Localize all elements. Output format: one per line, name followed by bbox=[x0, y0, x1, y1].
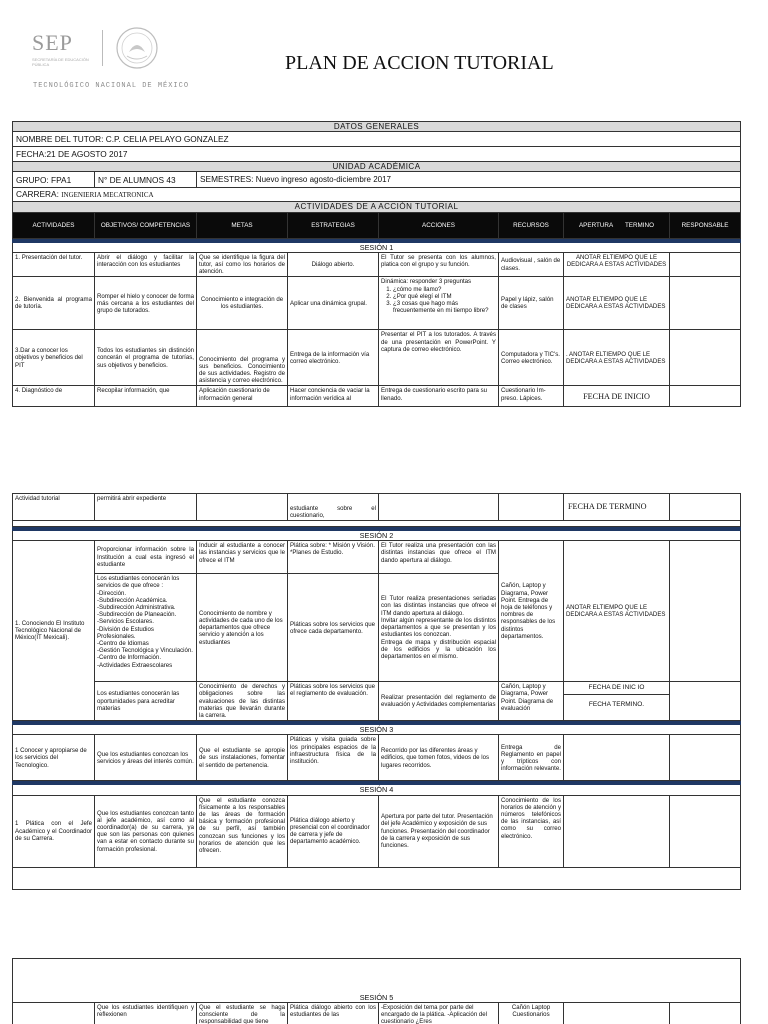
strategy-cell: Aplicar una dinámica grupal. bbox=[288, 277, 379, 330]
sep-logo-text: SEP bbox=[32, 30, 73, 55]
objective-cell: Romper el hielo y conocer de forma más cercana a los estudiantes del grupo de tutorados. bbox=[95, 277, 197, 330]
table-row bbox=[13, 541, 741, 574]
carrera-row bbox=[13, 188, 741, 202]
schedule-cell bbox=[564, 795, 670, 867]
table-row bbox=[13, 386, 741, 407]
schedule-cell bbox=[564, 735, 670, 781]
action-text: Invitar algún representante de los distintos departamentos a que se presentan y los estudiantes los conozcan. bbox=[381, 616, 496, 639]
fecha-row bbox=[13, 147, 741, 162]
session-4-row bbox=[13, 785, 741, 795]
resource-cell: Entrega de Reglamento en papel y trípticos con información relevante. bbox=[499, 735, 564, 781]
list-item: -División de Estudios Profesionales. bbox=[97, 625, 154, 640]
objective-cell: Proporcionar información sobre la Institución a cual esta ingresó el estudiante bbox=[95, 541, 197, 574]
table-row bbox=[13, 494, 741, 521]
activity-cell bbox=[13, 1003, 95, 1024]
action-cell: -Exposición del tema por parte del encargado de la plática. -Aplicación del cuestionario ¿Eres bbox=[379, 1003, 499, 1024]
action-cell bbox=[379, 277, 499, 330]
responsible-cell bbox=[670, 277, 741, 330]
fecha-label: FECHA: bbox=[16, 149, 47, 160]
tutor-value: C.P. CELIA PELAYO GONZALEZ bbox=[105, 134, 229, 145]
alumnos-value: 43 bbox=[166, 174, 176, 185]
semestres-value: Nuevo ingreso agosto-diciembre 2017 bbox=[255, 175, 391, 185]
list-item: -Centro de Información. bbox=[97, 654, 162, 662]
alumnos-cell bbox=[95, 172, 197, 188]
goal-cell: Conocimiento e integración de los estudiantes. bbox=[197, 277, 288, 330]
table-row bbox=[13, 735, 741, 781]
strategy-cell: Plática sobre: * Misión y Visión. *Planes de Estudio. bbox=[288, 541, 379, 574]
strategy-cell: Plática diálogo abierto con los estudiantes de las bbox=[288, 1003, 379, 1024]
list-item: -Subdirección Administrativa. bbox=[97, 604, 176, 612]
action-cell bbox=[379, 574, 499, 682]
carrera-cell bbox=[13, 188, 741, 202]
list-item: -Subdirección Académica. bbox=[97, 596, 168, 604]
goal-cell: Conocimiento de nombre y actividades de cada uno de los departamentos que ofrece servicio y atención a los estudiantes bbox=[197, 574, 288, 682]
resource-cell: Cañón, Laptop y Diagrama, Power Point. Entrega de hoja de teléfonos y nombres de responsables de los distintos departamentos. bbox=[499, 541, 564, 682]
col-apertura-termino bbox=[564, 212, 670, 238]
responsible-cell bbox=[670, 795, 741, 867]
resource-cell: Papel y lápiz, salón de clases bbox=[499, 277, 564, 330]
sep-logo bbox=[20, 24, 170, 74]
list-item: 2. ¿Por qué elegí el ITM bbox=[393, 293, 496, 300]
activity-cell: 1 Plática con el Jefe Académico y el Coordinador de su Carrera. bbox=[13, 795, 95, 867]
objective-cell: permitirá abrir expediente bbox=[95, 494, 197, 521]
session-3-row bbox=[13, 725, 741, 735]
col-termino: TERMINO bbox=[624, 221, 654, 229]
responsible-cell bbox=[670, 494, 741, 521]
strategy-cell: Pláticas sobre los servicios que ofrece cada departamento. bbox=[288, 574, 379, 682]
fecha-value: 21 DE AGOSTO 2017 bbox=[46, 149, 128, 160]
col-recursos: RECURSOS bbox=[499, 212, 564, 238]
sep-logo-subtitle: SECRETARÍA DE EDUCACIÓN PÚBLICA bbox=[32, 57, 89, 67]
responsible-cell bbox=[670, 1003, 741, 1024]
col-actividades: ACTIVIDADES bbox=[13, 212, 95, 238]
objective-cell: Recopilar información, que bbox=[95, 386, 197, 407]
col-acciones: ACCIONES bbox=[379, 212, 499, 238]
datos-generales-heading: DATOS GENERALES bbox=[13, 122, 741, 132]
action-cell: Realizar presentación del reglamento de evaluación y Actividades complementarias bbox=[379, 682, 499, 721]
grupo-cell bbox=[13, 172, 95, 188]
unidad-heading: UNIDAD ACADÉMICA bbox=[13, 162, 741, 172]
list-item: -Gestión Tecnológica y Vinculación. bbox=[97, 647, 193, 655]
list-item: -Centro de Idiomas bbox=[97, 640, 149, 648]
resource-cell: Cañón Laptop Cuestionarios bbox=[499, 1003, 564, 1024]
list-item: 1. ¿cómo me llamo? bbox=[393, 286, 496, 293]
grupo-label: GRUPO: bbox=[16, 174, 49, 185]
resource-cell: Cuestionario Im-preso. Lápices. bbox=[499, 386, 564, 407]
table-row bbox=[13, 867, 741, 889]
resource-cell bbox=[499, 494, 564, 521]
session-4-label: SESIÓN 4 bbox=[13, 785, 741, 795]
strategy-cell: estudiante sobre el cuestionario, bbox=[288, 494, 379, 521]
goal-cell: Que el estudiante se apropie de sus instalaciones, fomentar el sentido de pertenencia. bbox=[197, 735, 288, 781]
strategy-cell: Hacer conciencia de vaciar la información verídica al bbox=[288, 386, 379, 407]
table-row bbox=[13, 1003, 741, 1024]
carrera-value: INGENIERIA MECATRONICA bbox=[61, 191, 154, 200]
session-1-row bbox=[13, 242, 741, 252]
schedule-cell bbox=[564, 1003, 670, 1024]
action-cell: Entrega de cuestionario escrito para su llenado. bbox=[379, 386, 499, 407]
goal-cell: Aplicación cuestionario de información general bbox=[197, 386, 288, 407]
strategy-cell: Pláticas sobre los servicios que el reglamento de evaluación. bbox=[288, 682, 379, 721]
end-date-cell: FECHA DE TERMINO bbox=[564, 494, 670, 521]
goal-cell: Que el estudiante se haga consciente de la responsabilidad que tiene bbox=[197, 1003, 288, 1024]
table-row bbox=[13, 795, 741, 867]
column-header-row bbox=[13, 212, 741, 238]
schedule-cell: ANOTAR ELTIEMPO QUE LE DEDICARA A ESTAS ACTIVIDADES bbox=[564, 277, 670, 330]
services-intro: Los estudiantes conocerán los servicios de que ofrece : bbox=[97, 575, 180, 590]
responsible-cell bbox=[670, 386, 741, 407]
responsible-cell bbox=[670, 541, 741, 682]
objective-cell: Que los estudiantes identifiquen y reflexionen bbox=[95, 1003, 197, 1024]
objective-cell bbox=[95, 574, 197, 682]
objective-cell: Los estudiantes conocerán las oportunidades para acreditar materias bbox=[95, 682, 197, 721]
grupo-row bbox=[13, 172, 741, 188]
tutor-row bbox=[13, 132, 741, 147]
session-2-row bbox=[13, 531, 741, 541]
schedule-cell: ANOTAR ELTIEMPO QUE LE DEDICARA A ESTAS ACTIVIDADES bbox=[564, 252, 670, 277]
col-apertura: APERTURA bbox=[578, 221, 613, 229]
strategy-cell: Entrega de la información vía correo electrónico. bbox=[288, 330, 379, 386]
col-metas: METAS bbox=[197, 212, 288, 238]
col-objetivos: OBJETIVOS/ COMPETENCIAS bbox=[95, 212, 197, 238]
semestres-cell bbox=[197, 172, 741, 188]
tutorial-plan-table-page1 bbox=[12, 121, 741, 407]
logo-divider bbox=[102, 30, 103, 66]
tutor-cell bbox=[13, 132, 741, 147]
goal-cell: Inducir al estudiante a conocer las instancias y servicios que le ofrece el ITM bbox=[197, 541, 288, 574]
action-cell bbox=[379, 494, 499, 521]
action-cell: Presentar el PIT a los tutorados. A través de una presentación en PowerPoint. Y captura de correo electrónico. bbox=[379, 330, 499, 386]
table-row bbox=[13, 682, 741, 721]
activity-cell: 1 Conocer y apropiarse de los servicios del Tecnologico. bbox=[13, 735, 95, 781]
actividades-title-row bbox=[13, 202, 741, 212]
goal-cell: Conocimiento del programa y sus beneficios. Conocimiento de sus actividades. Registro de asistencia y correo electrónico. bbox=[197, 330, 288, 386]
goal-cell: Que el estudiante conozca físicamente a los responsables de las áreas de formación básica y formación profesional de su perfil, así también conozcan sus funciones y los horarios de atención que les ofrecen. bbox=[197, 795, 288, 867]
list-item: -Servicios Escolares. bbox=[97, 618, 154, 626]
strategy-cell: Pláticas y visita guiada sobre los principales espacios de la infraestructura física de la institución. bbox=[288, 735, 379, 781]
page-header bbox=[0, 0, 768, 118]
unidad-row bbox=[13, 162, 741, 172]
tutorial-plan-table-page2 bbox=[12, 493, 741, 890]
strategy-cell: Plática diálogo abierto y presencial con el coordinador de carrera y jefe de departamento académico. bbox=[288, 795, 379, 867]
table-row bbox=[13, 252, 741, 277]
action-text: Entrega de mapa y distribución espacial de los edificios y la ubicación los departamentos en el mismo. bbox=[381, 638, 496, 660]
end-date-label: FECHA TERMINO. bbox=[588, 701, 645, 709]
action-cell: El Tutor realiza una presentación con las distintas instancias que ofrece el ITM dando apertura al diálogo. bbox=[379, 541, 499, 574]
list-item: -Dirección. bbox=[97, 589, 127, 597]
action-text: El Tutor realiza presentaciones seriadas con las distintas instancias que ofrece el ITM dando apertura al diálogo. bbox=[381, 595, 496, 617]
datos-generales-row bbox=[13, 122, 741, 132]
resource-cell: Audiovisual , salón de clases. bbox=[499, 252, 564, 277]
page-title: PLAN DE ACCION TUTORIAL bbox=[285, 52, 554, 74]
col-responsable: RESPONSABLE bbox=[670, 212, 741, 238]
top-blank-row bbox=[13, 959, 741, 1003]
tecnm-label: TECNOLÓGICO NACIONAL DE MÉXICO bbox=[33, 82, 190, 90]
tutorial-plan-table-page3 bbox=[12, 958, 741, 1024]
schedule-cell: . ANOTAR ELTIEMPO QUE LE DEDICARA A ESTAS ACTIVIDADES bbox=[564, 330, 670, 386]
resource-cell: Cañón, Laptop y Diagrama, Power Point. Diagrama de evaluación bbox=[499, 682, 564, 721]
alumnos-label: N° DE ALUMNOS bbox=[98, 174, 165, 185]
objective-cell: Todos los estudiantes sin distinción concerán el programa de tutorías, sus objetivos y beneficios. bbox=[95, 330, 197, 386]
resource-cell: Conocimiento de los horarios de atención y números telefónicos de las instancias, así como su correo electrónico. bbox=[499, 795, 564, 867]
activity-cell: 1. Conociendo El Instituto Tecnológico Nacional de México(IT Mexicali). bbox=[13, 541, 95, 721]
objective-cell: Abrir el diálogo y facilitar la interacción con los estudiantes bbox=[95, 252, 197, 277]
responsible-cell bbox=[670, 682, 741, 721]
start-date-cell: FECHA DE INICIO bbox=[564, 386, 670, 407]
table-row bbox=[13, 277, 741, 330]
session-1-label: SESIÓN 1 bbox=[13, 242, 741, 252]
responsible-cell bbox=[670, 330, 741, 386]
action-cell: Apertura por parte del tutor. Presentación del jefe Académico y exposición de sus funciones. Presentación del coordinador de la carrera y exposición de sus funciones. bbox=[379, 795, 499, 867]
schedule-cell: ANOTAR ELTIEMPO QUE LE DEDICARA A ESTAS ACTIVIDADES bbox=[564, 541, 670, 682]
activity-cell: 2. Bienvenida al programa de tutoría. bbox=[13, 277, 95, 330]
activity-cell: 3.Dar a conocer los objetivos y beneficios del PIT bbox=[13, 330, 95, 386]
resource-cell: Computadora y TIC's. Correo electrónico. bbox=[499, 330, 564, 386]
objective-cell: Que los estudiantes conozcan los servicios y áreas del interés común. bbox=[95, 735, 197, 781]
grupo-value: FPA1 bbox=[51, 174, 72, 185]
responsible-cell bbox=[670, 735, 741, 781]
action-cell: El Tutor se presenta con los alumnos, platica con el grupo y su función. bbox=[379, 252, 499, 277]
list-item: -Subdirección de Planeación. bbox=[97, 611, 177, 619]
activity-cell: 1. Presentación del tutor. bbox=[13, 252, 95, 277]
objective-cell: Que los estudiantes conozcan tanto al jefe académico, así como al coordinador(a) de su carrera, ya que son las personas con quienes van a estar en contacto durante su formación profesional. bbox=[95, 795, 197, 867]
list-item: 3. ¿3 cosas que hago más frecuentemente en mi tiempo libre? bbox=[393, 300, 496, 314]
start-date-label: FECHA DE INIC IO bbox=[564, 682, 669, 695]
activity-cell: Actividad tutorial bbox=[13, 494, 95, 521]
goal-cell: Que se identifique la figura del tutor, así como los horarios de atención. bbox=[197, 252, 288, 277]
responsible-cell bbox=[670, 252, 741, 277]
session-2-label: SESIÓN 2 bbox=[13, 531, 741, 541]
fecha-cell bbox=[13, 147, 741, 162]
carrera-label: CARRERA: bbox=[16, 189, 59, 200]
session-5-label: SESIÓN 5 bbox=[13, 959, 741, 1003]
list-item: -Actividades Extraescolares bbox=[97, 661, 173, 669]
activity-cell: 4. Diagnóstico de bbox=[13, 386, 95, 407]
national-seal-icon bbox=[115, 26, 159, 70]
action-intro: Dinámica: responder 3 preguntas bbox=[381, 278, 472, 286]
strategy-cell: Diálogo abierto. bbox=[288, 252, 379, 277]
actividades-title: ACTIVIDADES DE A ACCIÓN TUTORIAL bbox=[13, 202, 741, 212]
schedule-cell bbox=[564, 682, 670, 721]
session-3-label: SESIÓN 3 bbox=[13, 725, 741, 735]
tutor-label: NOMBRE DEL TUTOR: bbox=[16, 134, 104, 145]
semestres-label: SEMESTRES: bbox=[200, 174, 254, 185]
question-list bbox=[381, 286, 496, 315]
action-cell: Recorrido por las diferentes áreas y edificios, que tomen fotos, videos de los lugares recorridos. bbox=[379, 735, 499, 781]
goal-cell: Conocimiento de derechos y obligaciones sobre las evaluaciones de las distintas materias que llevarán durante la carrera. bbox=[197, 682, 288, 721]
col-estrategias: ESTRATEGIAS bbox=[288, 212, 379, 238]
table-row bbox=[13, 330, 741, 386]
goal-cell bbox=[197, 494, 288, 521]
